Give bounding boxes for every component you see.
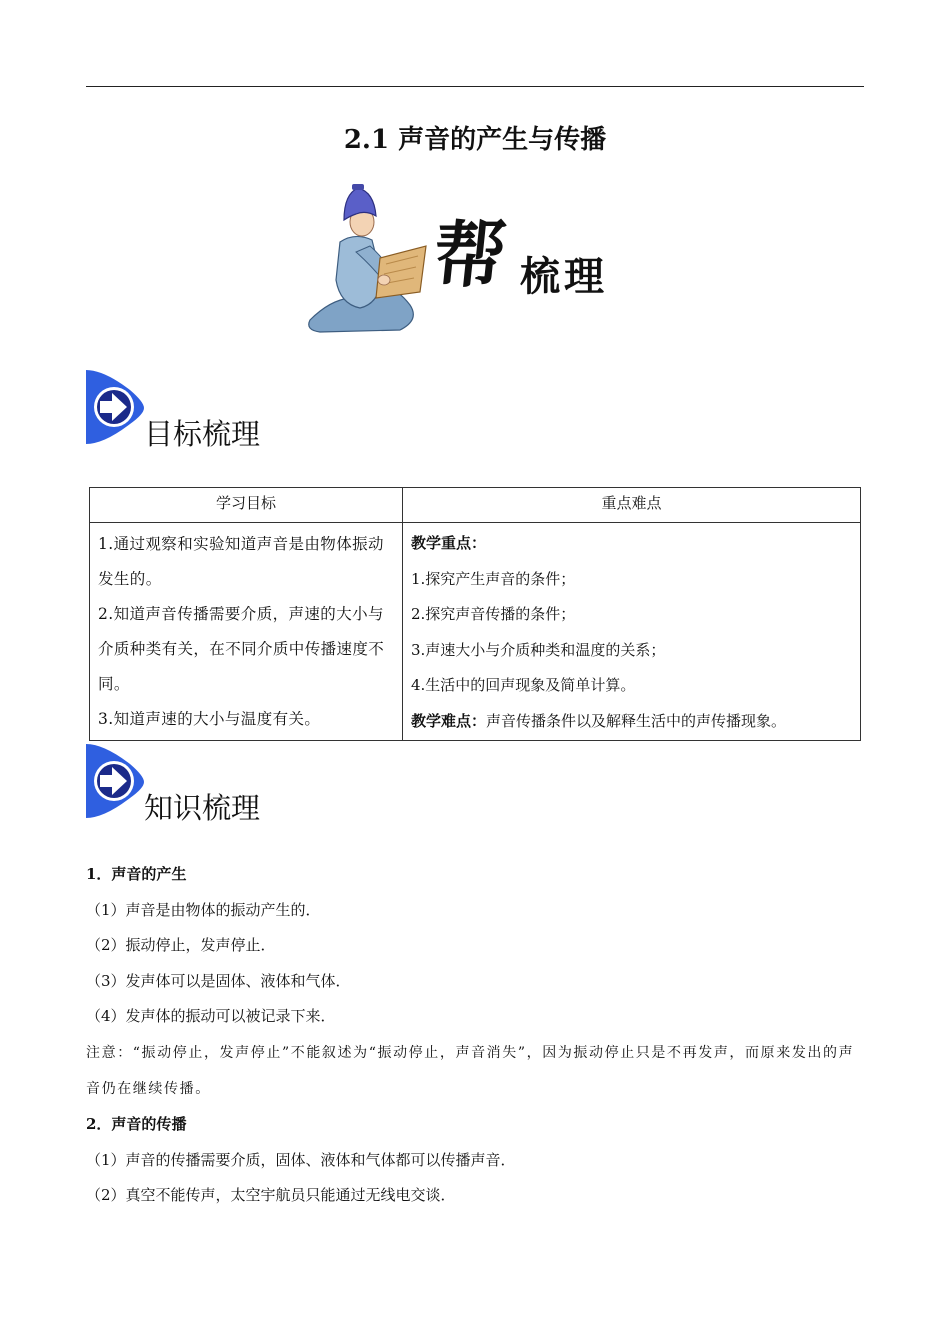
header-learning-goals: 学习目标: [90, 488, 403, 523]
arrow-section-icon: [84, 742, 146, 820]
knowledge-heading-production: 1．声音的产生: [86, 865, 187, 883]
knowledge-item: （3）发声体可以是固体、液体和气体．: [86, 971, 351, 990]
difficulty-text: 声音传播条件以及解释生活中的声传播现象。: [486, 711, 787, 730]
knowledge-item: （1）声音的传播需要介质，固体、液体和气体都可以传播声音．: [86, 1150, 516, 1169]
key-points-label: 教学重点：: [411, 534, 487, 552]
key-point-item: 1.探究产生声音的条件；: [411, 569, 576, 588]
key-point-item: 2.探究声音传播的条件；: [411, 605, 576, 624]
knowledge-note: 注意：“振动停止，发声停止”不能叙述为“振动停止，声音消失”，因为振动停止只是不再发声，而原来发出的声音仍在继续传播。: [86, 1044, 855, 1097]
learning-goals-cell: [90, 523, 403, 741]
knowledge-content: [86, 857, 864, 1214]
page-title: 2.1 声音的产生与传播: [343, 125, 607, 155]
section-title-knowledge: 知识梳理: [144, 791, 261, 825]
scholar-illustration: [300, 180, 440, 336]
key-point-item: 3.声速大小与介质种类和温度的关系；: [411, 640, 666, 659]
knowledge-heading-propagation: 2．声音的传播: [86, 1114, 187, 1133]
banner-word-shuli: 梳理: [520, 253, 608, 300]
key-difficulties-cell: [403, 523, 861, 741]
goals-table-header-row: [90, 488, 861, 523]
section-title-goals: 目标梳理: [144, 417, 261, 451]
difficulty-line: [411, 704, 852, 740]
difficulty-label: 教学难点：: [411, 711, 487, 730]
goals-table-row: [90, 523, 861, 741]
key-point-item: 4.生活中的回声现象及简单计算。: [411, 676, 636, 695]
learning-goal-item: 1.通过观察和实验知道声音是由物体振动发生的。: [98, 535, 384, 588]
header-key-difficulties: 重点难点: [403, 488, 861, 523]
banner: [300, 180, 630, 336]
knowledge-item: （4）发声体的振动可以被记录下来．: [86, 1007, 336, 1026]
knowledge-item: （2）真空不能传声，太空宇航员只能通过无线电交谈．: [86, 1186, 456, 1205]
banner-word-bang: 帮: [429, 212, 511, 297]
learning-goal-item: 2.知道声音传播需要介质，声速的大小与介质种类有关，在不同介质中传播速度不同。: [98, 605, 385, 693]
knowledge-item: （1）声音是由物体的振动产生的．: [86, 900, 321, 919]
goals-table: [89, 487, 861, 741]
header-rule: [86, 86, 864, 87]
learning-goal-item: 3.知道声速的大小与温度有关。: [98, 710, 321, 728]
knowledge-item: （2）振动停止，发声停止．: [86, 936, 276, 955]
arrow-section-icon: [84, 368, 146, 446]
